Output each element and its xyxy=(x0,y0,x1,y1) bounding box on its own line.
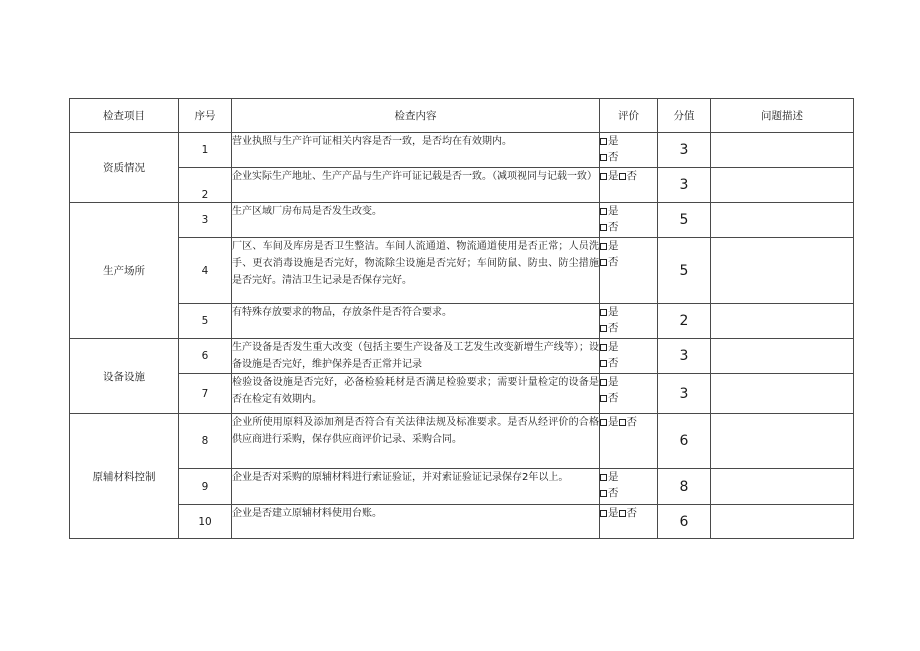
seq-cell: 6 xyxy=(179,339,232,374)
description-cell[interactable] xyxy=(711,304,854,339)
score-cell: 8 xyxy=(658,469,711,505)
checkbox-icon xyxy=(600,154,607,161)
yes-no-option[interactable] xyxy=(600,414,657,430)
header-eval: 评价 xyxy=(600,99,658,133)
score-cell: 6 xyxy=(658,414,711,469)
seq-cell: 2 xyxy=(179,168,232,203)
score-cell: 5 xyxy=(658,238,711,304)
category-cell: 生产场所 xyxy=(70,203,179,339)
checkbox-icon xyxy=(600,243,607,250)
no-label: 否 xyxy=(626,507,637,519)
seq-cell: 4 xyxy=(179,238,232,304)
checkbox-icon xyxy=(619,510,626,517)
eval-cell xyxy=(600,374,658,414)
yes-option[interactable] xyxy=(600,304,657,320)
seq-cell: 7 xyxy=(179,374,232,414)
no-label: 否 xyxy=(608,357,619,369)
no-label: 否 xyxy=(608,392,619,404)
score-cell: 3 xyxy=(658,168,711,203)
no-option[interactable] xyxy=(600,254,657,270)
table-row xyxy=(70,203,854,238)
score-cell: 2 xyxy=(658,304,711,339)
no-option[interactable] xyxy=(600,485,657,501)
table-row xyxy=(70,414,854,469)
checkbox-icon xyxy=(600,360,607,367)
checkbox-icon xyxy=(600,510,607,517)
checkbox-icon xyxy=(619,173,626,180)
no-label: 否 xyxy=(608,151,619,163)
content-cell: 检验设备设施是否完好，必备检验耗材是否满足检验要求；需要计量检定的设备是否在检定有效期内。 xyxy=(232,374,600,414)
table-row xyxy=(70,505,854,539)
table-row xyxy=(70,304,854,339)
inspection-table xyxy=(69,98,854,539)
yes-option[interactable] xyxy=(600,238,657,254)
no-option[interactable] xyxy=(600,355,657,371)
content-cell: 企业是否建立原辅材料使用台账。 xyxy=(232,505,600,539)
checkbox-icon xyxy=(600,224,607,231)
score-cell: 3 xyxy=(658,339,711,374)
yes-no-option[interactable] xyxy=(600,505,657,521)
seq-cell: 1 xyxy=(179,133,232,168)
content-cell: 生产区域厂房布局是否发生改变。 xyxy=(232,203,600,238)
content-cell: 厂区、车间及库房是否卫生整洁。车间人流通道、物流通道使用是否正常；人员洗手、更衣消毒设施是否完好，物流除尘设施是否完好；车间防鼠、防虫、防尘措施是否完好。清洁卫生记录是否保存完好。 xyxy=(232,238,600,304)
yes-option[interactable] xyxy=(600,203,657,219)
category-cell: 资质情况 xyxy=(70,133,179,203)
no-label: 否 xyxy=(608,221,619,233)
category-cell: 设备设施 xyxy=(70,339,179,414)
checkbox-icon xyxy=(600,344,607,351)
yes-option[interactable] xyxy=(600,469,657,485)
yes-option[interactable] xyxy=(600,133,657,149)
checkbox-icon xyxy=(600,173,607,180)
header-seq: 序号 xyxy=(179,99,232,133)
content-cell: 企业是否对采购的原辅材料进行索证验证，并对索证验证记录保存2年以上。 xyxy=(232,469,600,505)
yes-label: 是 xyxy=(608,507,619,519)
checkbox-icon xyxy=(600,208,607,215)
content-cell: 生产设备是否发生重大改变（包括主要生产设备及工艺发生改变新增生产线等）；设备设施是否完好，维护保养是否正常并记录 xyxy=(232,339,600,374)
eval-cell xyxy=(600,238,658,304)
yes-label: 是 xyxy=(608,416,619,428)
yes-no-option[interactable] xyxy=(600,168,657,184)
checkbox-icon xyxy=(600,395,607,402)
eval-cell xyxy=(600,203,658,238)
checkbox-icon xyxy=(600,490,607,497)
yes-label: 是 xyxy=(608,306,619,318)
eval-cell xyxy=(600,414,658,469)
no-label: 否 xyxy=(626,416,637,428)
no-label: 否 xyxy=(608,487,619,499)
table-row xyxy=(70,469,854,505)
no-option[interactable] xyxy=(600,390,657,406)
score-cell: 6 xyxy=(658,505,711,539)
description-cell[interactable] xyxy=(711,339,854,374)
checkbox-icon xyxy=(600,325,607,332)
description-cell[interactable] xyxy=(711,469,854,505)
table-row xyxy=(70,238,854,304)
description-cell[interactable] xyxy=(711,505,854,539)
header-desc: 问题描述 xyxy=(711,99,854,133)
yes-label: 是 xyxy=(608,341,619,353)
checkbox-icon xyxy=(600,138,607,145)
no-option[interactable] xyxy=(600,320,657,336)
seq-cell: 5 xyxy=(179,304,232,339)
eval-cell xyxy=(600,133,658,168)
score-cell: 3 xyxy=(658,374,711,414)
checkbox-icon xyxy=(600,379,607,386)
yes-label: 是 xyxy=(608,471,619,483)
checkbox-icon xyxy=(600,474,607,481)
yes-label: 是 xyxy=(608,205,619,217)
no-label: 否 xyxy=(608,322,619,334)
content-cell: 有特殊存放要求的物品，存放条件是否符合要求。 xyxy=(232,304,600,339)
no-label: 否 xyxy=(608,256,619,268)
yes-label: 是 xyxy=(608,240,619,252)
description-cell[interactable] xyxy=(711,238,854,304)
score-cell: 5 xyxy=(658,203,711,238)
table-row xyxy=(70,168,854,203)
seq-cell: 3 xyxy=(179,203,232,238)
eval-cell xyxy=(600,304,658,339)
table-row xyxy=(70,133,854,168)
eval-cell xyxy=(600,168,658,203)
no-option[interactable] xyxy=(600,219,657,235)
yes-option[interactable] xyxy=(600,339,657,355)
description-cell[interactable] xyxy=(711,414,854,469)
header-content: 检查内容 xyxy=(232,99,600,133)
checkbox-icon xyxy=(600,419,607,426)
seq-cell: 10 xyxy=(179,505,232,539)
seq-cell: 8 xyxy=(179,414,232,469)
checkbox-icon xyxy=(600,309,607,316)
category-cell: 原辅材料控制 xyxy=(70,414,179,539)
description-cell[interactable] xyxy=(711,374,854,414)
no-option[interactable] xyxy=(600,149,657,165)
score-cell: 3 xyxy=(658,133,711,168)
yes-label: 是 xyxy=(608,376,619,388)
eval-cell xyxy=(600,339,658,374)
description-cell[interactable] xyxy=(711,168,854,203)
eval-cell xyxy=(600,469,658,505)
table-row xyxy=(70,339,854,374)
content-cell: 企业实际生产地址、生产产品与生产许可证记载是否一致。（减项视同与记载一致） xyxy=(232,168,600,203)
content-cell: 营业执照与生产许可证相关内容是否一致，是否均在有效期内。 xyxy=(232,133,600,168)
yes-option[interactable] xyxy=(600,374,657,390)
no-label: 否 xyxy=(626,170,637,182)
header-score: 分值 xyxy=(658,99,711,133)
header-item: 检查项目 xyxy=(70,99,179,133)
seq-cell: 9 xyxy=(179,469,232,505)
table-row xyxy=(70,374,854,414)
header-row xyxy=(70,99,854,133)
description-cell[interactable] xyxy=(711,203,854,238)
yes-label: 是 xyxy=(608,170,619,182)
content-cell: 企业所使用原料及添加剂是否符合有关法律法规及标准要求。是否从经评价的合格供应商进行采购，保存供应商评价记录、采购合同。 xyxy=(232,414,600,469)
checkbox-icon xyxy=(619,419,626,426)
checkbox-icon xyxy=(600,259,607,266)
yes-label: 是 xyxy=(608,135,619,147)
description-cell[interactable] xyxy=(711,133,854,168)
eval-cell xyxy=(600,505,658,539)
